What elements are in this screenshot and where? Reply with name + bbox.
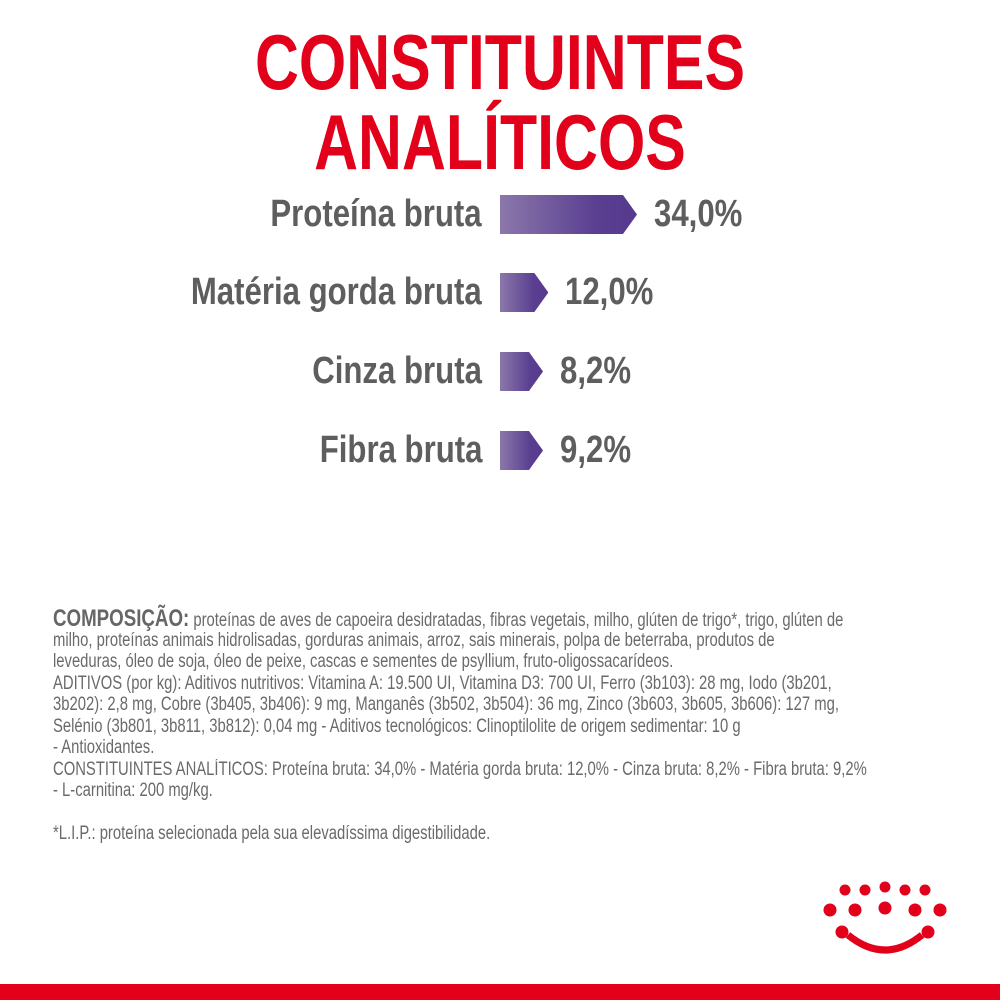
composition-line: milho, proteínas animais hidrolisadas, gorduras animais, arroz, sais minerais, polpa de beterraba, produtos de bbox=[53, 629, 775, 651]
analytical-line: - L-carnitina: 200 mg/kg. bbox=[53, 780, 213, 801]
value-label: 9,2% bbox=[560, 429, 632, 471]
additives-line: ADITIVOS (por kg): Aditivos nutritivos: Vitamina A: 19.500 UI, Vitamina D3: 700 UI, Ferro (3b103): 28 mg, Iodo (3b201, bbox=[53, 672, 832, 694]
blank-line bbox=[53, 802, 867, 824]
analytical-line: CONSTITUINTES ANALÍTICOS: Proteína bruta: 34,0% - Matéria gorda bruta: 12,0% - Cinza bruta: 8,2% - Fibra bruta: 9,2% bbox=[53, 758, 867, 780]
bar bbox=[500, 352, 543, 391]
crown-logo bbox=[820, 880, 955, 960]
value-label: 12,0% bbox=[565, 271, 654, 313]
chart-row bbox=[0, 195, 1000, 235]
category-label: Fibra bruta bbox=[319, 429, 482, 471]
chart-row bbox=[0, 431, 1000, 471]
additives-line: 3b202): 2,8 mg, Cobre (3b405, 3b406): 9 mg, Manganês (3b502, 3b504): 36 mg, Zinco (3b603, 3b605, 3b606): 127 mg, bbox=[53, 694, 839, 715]
page-title bbox=[0, 18, 1000, 186]
footer-band bbox=[0, 984, 1000, 1000]
category-label: Proteína bruta bbox=[270, 193, 482, 235]
bar bbox=[500, 431, 543, 470]
chart-row bbox=[0, 273, 1000, 313]
value-label: 34,0% bbox=[654, 193, 743, 235]
bar bbox=[500, 195, 637, 234]
bar bbox=[500, 273, 548, 312]
value-label: 8,2% bbox=[560, 350, 632, 392]
footnote: *L.I.P.: proteína selecionada pela sua elevadíssima digestibilidade. bbox=[53, 823, 491, 844]
category-label: Matéria gorda bruta bbox=[191, 271, 482, 313]
composition-line bbox=[53, 605, 867, 632]
composition-line: leveduras, óleo de soja, óleo de peixe, cascas e sementes de psyllium, fruto-oligossacarídeos. bbox=[53, 651, 674, 672]
category-label: Cinza bruta bbox=[312, 350, 482, 392]
line-text: proteínas de aves de capoeira desidratadas, fibras vegetais, milho, glúten de trigo*, trigo, glúten de bbox=[189, 610, 844, 631]
additives-line: - Antioxidantes. bbox=[53, 737, 155, 758]
title-text: CONSTITUINTES ANALÍTICOS bbox=[254, 18, 746, 186]
composition-heading: COMPOSIÇÃO: bbox=[53, 605, 190, 632]
additives-line: Selénio (3b801, 3b811, 3b812): 0,04 mg - Aditivos tecnológicos: Clinoptilolite de origem sedimentar: 10 g bbox=[53, 715, 741, 737]
composition-text bbox=[53, 605, 1000, 845]
chart-row bbox=[0, 352, 1000, 392]
